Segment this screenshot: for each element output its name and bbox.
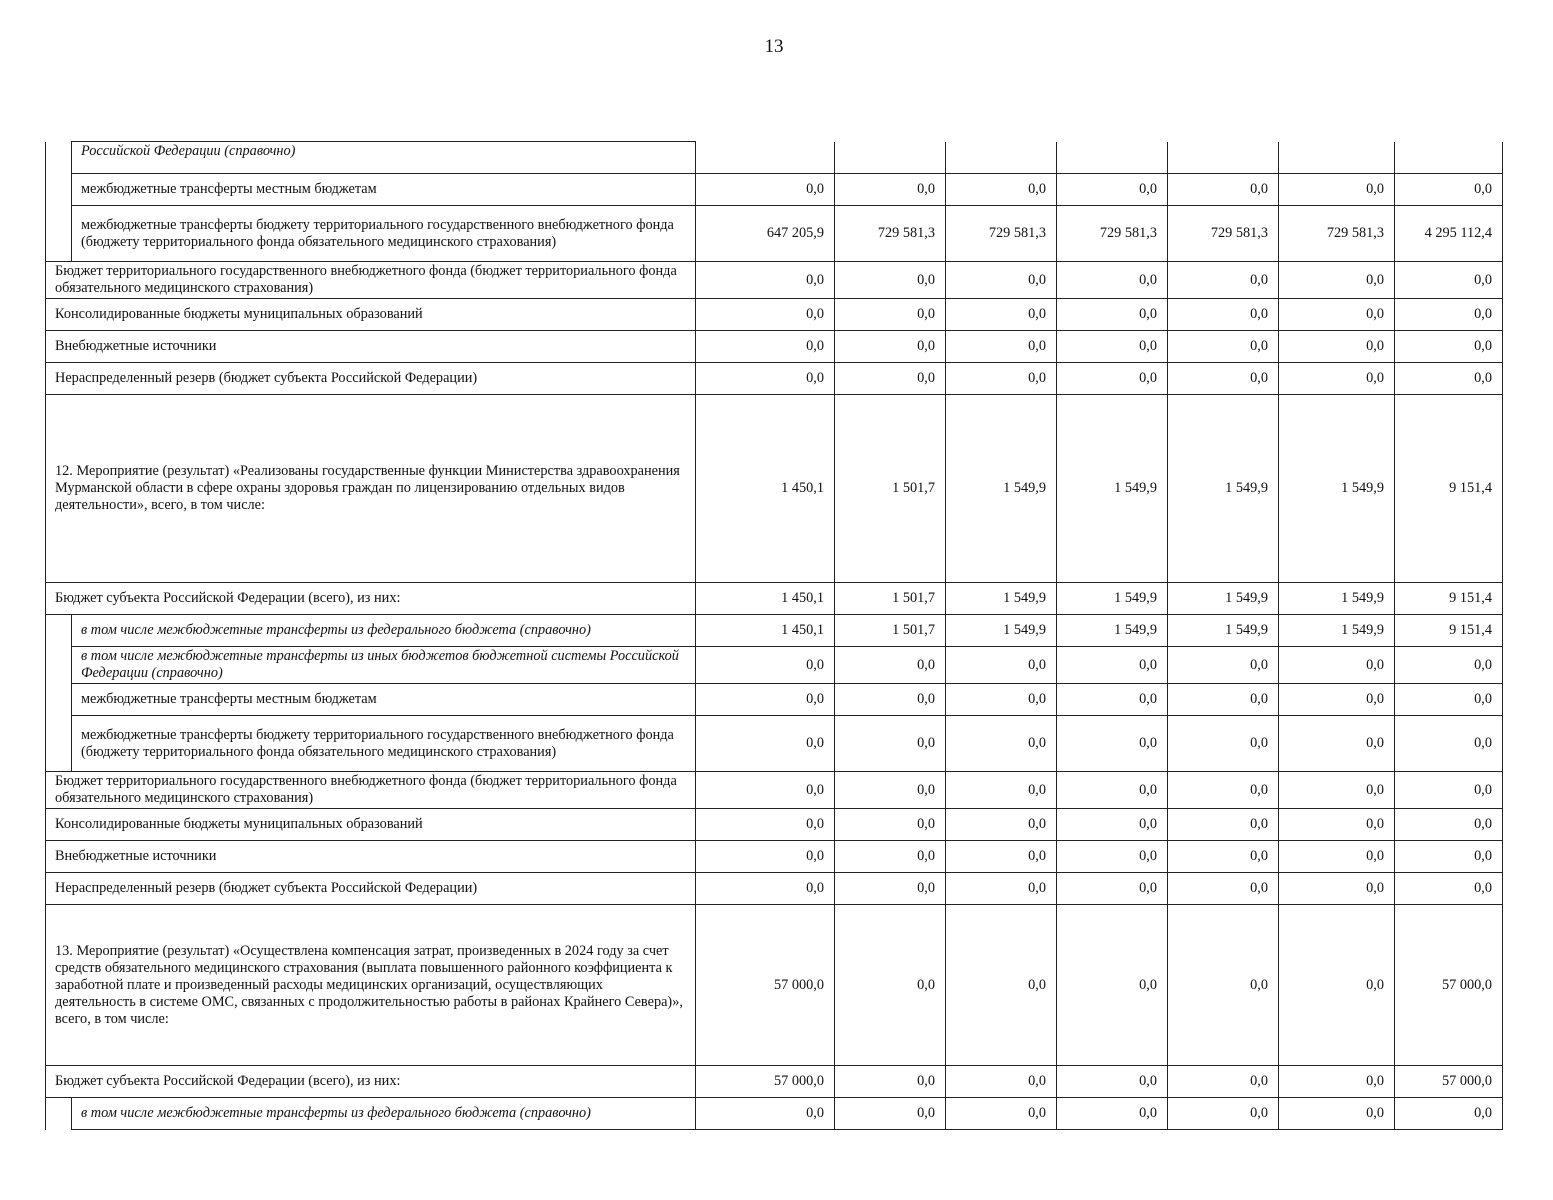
value-cell: 0,0: [835, 647, 946, 684]
value-cell: 0,0: [1395, 174, 1503, 206]
value-cell: 0,0: [696, 174, 835, 206]
value-cell: 0,0: [1057, 772, 1168, 809]
value-cell: 0,0: [946, 716, 1057, 772]
value-cell: 0,0: [835, 841, 946, 873]
row-label: Бюджет территориального государственного внебюджетного фонда (бюджет территориального фонда обязательного медицинского страхования): [46, 772, 696, 809]
value-cell: 0,0: [1168, 684, 1279, 716]
value-cell: 0,0: [1168, 841, 1279, 873]
value-cell: 647 205,9: [696, 206, 835, 262]
value-cell: 0,0: [1168, 1066, 1279, 1098]
value-cell: 0,0: [1057, 841, 1168, 873]
table-row: [46, 299, 1503, 331]
sub-row: [46, 206, 1503, 262]
value-cell: 1 549,9: [946, 615, 1057, 647]
value-cell: 0,0: [946, 873, 1057, 905]
value-cell: 0,0: [1168, 905, 1279, 1066]
value-cell: 0,0: [1057, 262, 1168, 299]
row-label: Нераспределенный резерв (бюджет субъекта Российской Федерации): [46, 363, 696, 395]
value-cell: 729 581,3: [835, 206, 946, 262]
row-label: в том числе межбюджетные трансферты из федерального бюджета (справочно): [72, 615, 696, 647]
value-cell: 0,0: [1168, 716, 1279, 772]
sub-row: [46, 1098, 1503, 1130]
value-cell: 0,0: [696, 841, 835, 873]
value-cell: 0,0: [946, 262, 1057, 299]
value-cell: [1279, 142, 1395, 174]
indent-cell: [46, 206, 72, 262]
value-cell: 0,0: [1279, 331, 1395, 363]
value-cell: 0,0: [1168, 1098, 1279, 1130]
value-cell: 0,0: [1279, 809, 1395, 841]
value-cell: 0,0: [946, 772, 1057, 809]
value-cell: 0,0: [1279, 873, 1395, 905]
indent-cell: [46, 684, 72, 716]
value-cell: 0,0: [1395, 716, 1503, 772]
value-cell: 0,0: [835, 684, 946, 716]
value-cell: 0,0: [946, 647, 1057, 684]
value-cell: 1 549,9: [1057, 583, 1168, 615]
value-cell: 1 549,9: [1279, 583, 1395, 615]
value-cell: 729 581,3: [946, 206, 1057, 262]
value-cell: 0,0: [946, 331, 1057, 363]
value-cell: 0,0: [1279, 1098, 1395, 1130]
value-cell: 0,0: [696, 809, 835, 841]
value-cell: 0,0: [1168, 331, 1279, 363]
value-cell: [1168, 142, 1279, 174]
indent-cell: [46, 142, 72, 174]
value-cell: 1 549,9: [1279, 395, 1395, 583]
value-cell: 0,0: [696, 331, 835, 363]
indent-cell: [46, 174, 72, 206]
row-label: в том числе межбюджетные трансферты из федерального бюджета (справочно): [72, 1098, 696, 1130]
value-cell: 0,0: [1279, 772, 1395, 809]
value-cell: 0,0: [1057, 1066, 1168, 1098]
value-cell: 0,0: [1395, 684, 1503, 716]
value-cell: 0,0: [1279, 905, 1395, 1066]
value-cell: 0,0: [835, 174, 946, 206]
value-cell: 0,0: [1168, 299, 1279, 331]
value-cell: 0,0: [696, 363, 835, 395]
value-cell: 0,0: [1057, 905, 1168, 1066]
value-cell: 0,0: [835, 809, 946, 841]
value-cell: 57 000,0: [1395, 1066, 1503, 1098]
indent-cell: [46, 647, 72, 684]
indent-cell: [46, 1098, 72, 1130]
value-cell: [1395, 142, 1503, 174]
value-cell: 1 501,7: [835, 615, 946, 647]
value-cell: 1 549,9: [1057, 615, 1168, 647]
value-cell: 0,0: [1279, 1066, 1395, 1098]
value-cell: 1 549,9: [1168, 395, 1279, 583]
row-label: Бюджет субъекта Российской Федерации (всего), из них:: [46, 583, 696, 615]
value-cell: 0,0: [1057, 873, 1168, 905]
value-cell: 0,0: [696, 262, 835, 299]
value-cell: 0,0: [946, 809, 1057, 841]
value-cell: 0,0: [1395, 772, 1503, 809]
table-row: [46, 363, 1503, 395]
value-cell: 0,0: [1168, 772, 1279, 809]
table-body: [46, 142, 1503, 1130]
value-cell: 0,0: [835, 772, 946, 809]
table-row: [46, 841, 1503, 873]
value-cell: 0,0: [1395, 809, 1503, 841]
value-cell: 0,0: [1279, 841, 1395, 873]
value-cell: 0,0: [946, 905, 1057, 1066]
value-cell: 0,0: [1168, 873, 1279, 905]
page-number: 13: [764, 36, 784, 57]
row-label: Внебюджетные источники: [46, 841, 696, 873]
value-cell: 0,0: [1057, 716, 1168, 772]
value-cell: 1 549,9: [946, 583, 1057, 615]
value-cell: 0,0: [1168, 809, 1279, 841]
value-cell: 729 581,3: [1279, 206, 1395, 262]
table-row: [46, 772, 1503, 809]
value-cell: 0,0: [1279, 716, 1395, 772]
row-label: Бюджет территориального государственного внебюджетного фонда (бюджет территориального фонда обязательного медицинского страхования): [46, 262, 696, 299]
value-cell: 0,0: [835, 299, 946, 331]
value-cell: 0,0: [1057, 363, 1168, 395]
value-cell: 0,0: [696, 772, 835, 809]
sub-row: [46, 174, 1503, 206]
value-cell: 0,0: [1279, 647, 1395, 684]
value-cell: 1 450,1: [696, 395, 835, 583]
value-cell: 57 000,0: [696, 905, 835, 1066]
value-cell: [946, 142, 1057, 174]
value-cell: 0,0: [1057, 174, 1168, 206]
value-cell: 1 549,9: [1057, 395, 1168, 583]
sub-row: [46, 615, 1503, 647]
value-cell: 9 151,4: [1395, 615, 1503, 647]
value-cell: 1 549,9: [1279, 615, 1395, 647]
value-cell: 0,0: [1395, 647, 1503, 684]
value-cell: [696, 142, 835, 174]
value-cell: 0,0: [696, 647, 835, 684]
value-cell: 1 501,7: [835, 583, 946, 615]
value-cell: 1 549,9: [946, 395, 1057, 583]
value-cell: 0,0: [1057, 809, 1168, 841]
value-cell: 9 151,4: [1395, 395, 1503, 583]
value-cell: 0,0: [1057, 684, 1168, 716]
value-cell: 0,0: [835, 905, 946, 1066]
value-cell: 0,0: [1395, 262, 1503, 299]
value-cell: 0,0: [835, 1098, 946, 1130]
sub-row: [46, 684, 1503, 716]
value-cell: 0,0: [696, 299, 835, 331]
table-row: [46, 262, 1503, 299]
value-cell: 1 501,7: [835, 395, 946, 583]
row-label: Бюджет субъекта Российской Федерации (всего), из них:: [46, 1066, 696, 1098]
row-label: в том числе межбюджетные трансферты из иных бюджетов бюджетной системы Российской Федерации (справочно): [72, 647, 696, 684]
value-cell: 1 450,1: [696, 583, 835, 615]
value-cell: 4 295 112,4: [1395, 206, 1503, 262]
indent-cell: [46, 716, 72, 772]
table-row: [46, 583, 1503, 615]
value-cell: 0,0: [1168, 363, 1279, 395]
value-cell: 0,0: [835, 716, 946, 772]
value-cell: 0,0: [946, 299, 1057, 331]
value-cell: 0,0: [835, 873, 946, 905]
value-cell: 729 581,3: [1168, 206, 1279, 262]
value-cell: 0,0: [835, 1066, 946, 1098]
value-cell: 0,0: [1057, 1098, 1168, 1130]
row-label: Нераспределенный резерв (бюджет субъекта Российской Федерации): [46, 873, 696, 905]
row-label: Внебюджетные источники: [46, 331, 696, 363]
value-cell: 0,0: [696, 716, 835, 772]
row-label: 13. Мероприятие (результат) «Осуществлена компенсация затрат, произведенных в 2024 году за счет средств обязательного медицинского страхования (выплата повышенного районного коэффициента к заработной плате и произведенный расходы медицинских организаций, осуществляющих деятельность в системе ОМС, связанных с продолжительностью работы в районах Крайнего Севера)», всего, в том числе:: [46, 905, 696, 1066]
row-label: межбюджетные трансферты местным бюджетам: [72, 174, 696, 206]
value-cell: 729 581,3: [1057, 206, 1168, 262]
value-cell: 0,0: [1057, 331, 1168, 363]
row-label: Российской Федерации (справочно): [72, 142, 696, 174]
value-cell: [835, 142, 946, 174]
row-label: Консолидированные бюджеты муниципальных образований: [46, 809, 696, 841]
value-cell: 0,0: [1279, 299, 1395, 331]
value-cell: 0,0: [1168, 174, 1279, 206]
indent-cell: [46, 615, 72, 647]
value-cell: 0,0: [1057, 299, 1168, 331]
value-cell: 0,0: [1279, 174, 1395, 206]
sub-row: [46, 142, 1503, 174]
value-cell: 0,0: [1395, 299, 1503, 331]
row-label: Консолидированные бюджеты муниципальных образований: [46, 299, 696, 331]
value-cell: 0,0: [696, 1098, 835, 1130]
value-cell: 1 450,1: [696, 615, 835, 647]
value-cell: 1 549,9: [1168, 583, 1279, 615]
value-cell: 0,0: [946, 1066, 1057, 1098]
value-cell: [1057, 142, 1168, 174]
value-cell: 0,0: [946, 174, 1057, 206]
value-cell: 0,0: [1168, 647, 1279, 684]
value-cell: 0,0: [835, 262, 946, 299]
sub-row: [46, 716, 1503, 772]
value-cell: 0,0: [696, 873, 835, 905]
value-cell: 0,0: [1395, 873, 1503, 905]
table-row: [46, 809, 1503, 841]
value-cell: 0,0: [1057, 647, 1168, 684]
value-cell: 0,0: [1168, 262, 1279, 299]
value-cell: 0,0: [835, 363, 946, 395]
value-cell: 1 549,9: [1168, 615, 1279, 647]
value-cell: 0,0: [1279, 262, 1395, 299]
row-label: межбюджетные трансферты бюджету территориального государственного внебюджетного фонда (бюджету территориального фонда обязательного медицинского страхования): [72, 716, 696, 772]
row-label: межбюджетные трансферты бюджету территориального государственного внебюджетного фонда (бюджету территориального фонда обязательного медицинского страхования): [72, 206, 696, 262]
table-row: [46, 331, 1503, 363]
value-cell: 0,0: [946, 684, 1057, 716]
value-cell: 0,0: [835, 331, 946, 363]
row-label: 12. Мероприятие (результат) «Реализованы государственные функции Министерства здравоохранения Мурманской области в сфере охраны здоровья граждан по лицензированию отдельных видов деятельности», всего, в том числе:: [46, 395, 696, 583]
value-cell: 0,0: [946, 363, 1057, 395]
event-row: [46, 395, 1503, 583]
value-cell: 0,0: [1279, 684, 1395, 716]
value-cell: 0,0: [1395, 331, 1503, 363]
value-cell: 0,0: [946, 841, 1057, 873]
budget-table: [45, 141, 1503, 1130]
event-row: [46, 905, 1503, 1066]
row-label: межбюджетные трансферты местным бюджетам: [72, 684, 696, 716]
table-row: [46, 873, 1503, 905]
value-cell: 0,0: [946, 1098, 1057, 1130]
value-cell: 0,0: [1395, 841, 1503, 873]
sub-row: [46, 647, 1503, 684]
value-cell: 57 000,0: [1395, 905, 1503, 1066]
value-cell: 0,0: [1395, 1098, 1503, 1130]
value-cell: 0,0: [1279, 363, 1395, 395]
value-cell: 9 151,4: [1395, 583, 1503, 615]
value-cell: 0,0: [1395, 363, 1503, 395]
table-row: [46, 1066, 1503, 1098]
value-cell: 0,0: [696, 684, 835, 716]
value-cell: 57 000,0: [696, 1066, 835, 1098]
